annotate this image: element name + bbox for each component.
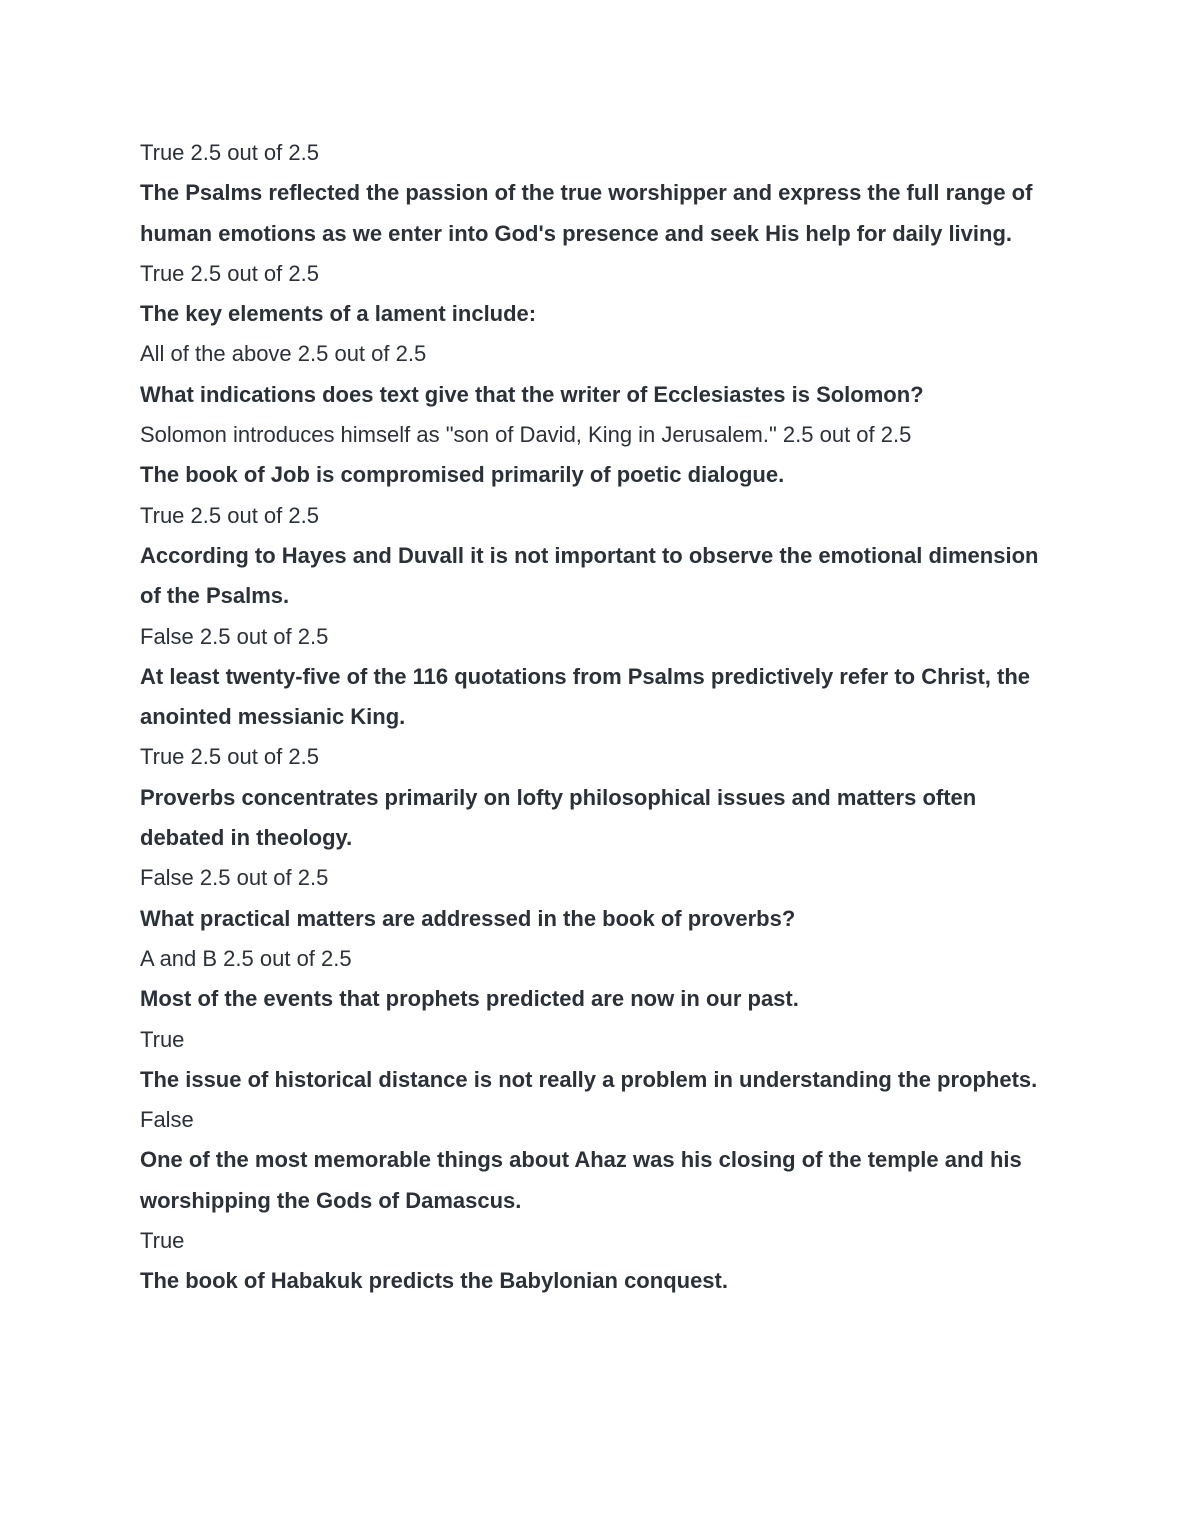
question-text: One of the most memorable things about Ahaz was his closing of the temple and his worshipping the Gods of Damascus.: [140, 1147, 1022, 1213]
answer-line: False: [140, 1107, 194, 1133]
question-text: The book of Job is compromised primarily of poetic dialogue.: [140, 462, 785, 488]
answer-line: True 2.5 out of 2.5: [140, 502, 319, 528]
answer-line: True 2.5 out of 2.5: [140, 260, 319, 286]
question-text: What practical matters are addressed in the book of proverbs?: [140, 905, 796, 931]
answer-line: A and B 2.5 out of 2.5: [140, 945, 352, 971]
answer-line: True 2.5 out of 2.5: [140, 140, 319, 165]
question-text: What indications does text give that the writer of Ecclesiastes is Solomon?: [140, 381, 924, 407]
answer-line: True 2.5 out of 2.5: [140, 744, 319, 770]
question-text: According to Hayes and Duvall it is not important to observe the emotional dimension of the Psalms.: [140, 542, 1039, 609]
question-text: The Psalms reflected the passion of the true worshipper and express the full range of human emotions as we enter into God's presence and seek His help for daily living.: [140, 180, 1033, 246]
answer-line: False 2.5 out of 2.5: [140, 865, 329, 891]
question-text: Most of the events that prophets predicted are now in our past.: [140, 986, 799, 1012]
answer-line: False 2.5 out of 2.5: [140, 623, 329, 649]
answer-line: True: [140, 1228, 185, 1254]
answer-line: Solomon introduces himself as "son of David, King in Jerusalem." 2.5 out of 2.5: [140, 422, 912, 448]
answer-line: True: [140, 1026, 185, 1052]
document-page: [140, 133, 1060, 1302]
question-text: The issue of historical distance is not really a problem in understanding the prophets.: [140, 1066, 1038, 1092]
answer-line: All of the above 2.5 out of 2.5: [140, 341, 427, 367]
question-text: The book of Habakuk predicts the Babylonian conquest.: [140, 1268, 728, 1294]
question-text: The key elements of a lament include:: [140, 301, 537, 327]
question-text: At least twenty-five of the 116 quotations from Psalms predictively refer to Christ, the anointed messianic King.: [140, 663, 1030, 730]
question-text: Proverbs concentrates primarily on lofty philosophical issues and matters often debated in theology.: [140, 784, 977, 851]
